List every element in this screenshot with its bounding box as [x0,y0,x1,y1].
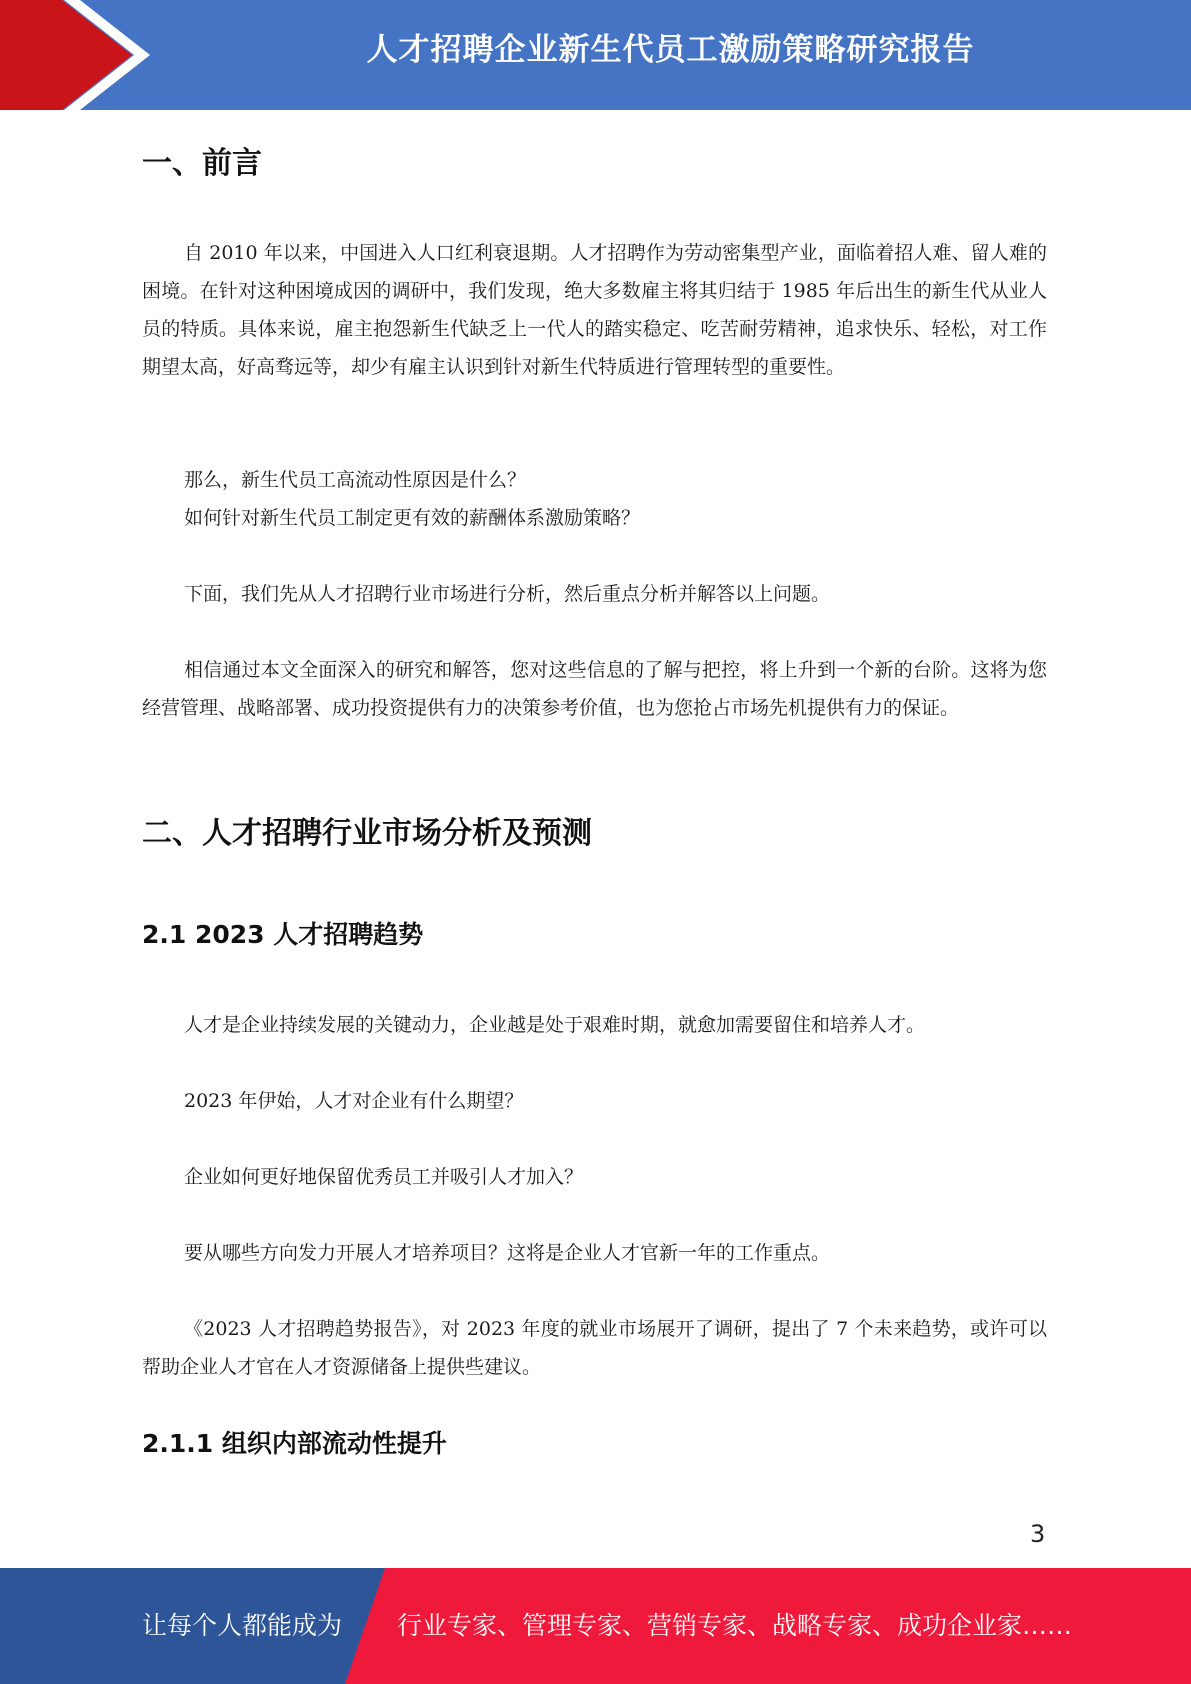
footer-banner [0,1568,1191,1684]
footer-slogan-right: 行业专家、管理专家、营销专家、战略专家、成功企业家…… [397,1611,1073,1640]
header-red-arrow-decoration [0,0,160,110]
section-2-1-paragraph-2: 2023 年伊始，人才对企业有什么期望？ [184,1090,524,1112]
section-2-1-1-heading: 2.1.1 组织内部流动性提升 [142,1429,447,1458]
section-1-paragraph-3: 相信通过本文全面深入的研究和解答，您对这些信息的了解与把控，将上升到一个新的台阶。这将为您经营管理、战略部署、成功投资提供有力的决策参考价值，也为您抢占市场先机提供有力的保证。 [142,659,1047,719]
header-banner [0,0,1191,110]
section-2-heading: 二、人才招聘行业市场分析及预测 [142,816,592,851]
page-number: 3 [1030,1520,1046,1548]
section-1-paragraph-2: 下面，我们先从人才招聘行业市场进行分析，然后重点分析并解答以上问题。 [184,583,831,605]
report-title: 人才招聘企业新生代员工激励策略研究报告 [366,32,975,68]
section-2-1-paragraph-3: 企业如何更好地保留优秀员工并吸引人才加入？ [184,1166,584,1188]
section-1-paragraph-1: 自 2010 年以来，中国进入人口红利衰退期。人才招聘作为劳动密集型产业，面临着招人难、留人难的困境。在针对这种困境成因的调研中，我们发现，绝大多数雇主将其归结于 1985 年后出生的新生代从业人员的特质。具体来说，雇主抱怨新生代缺乏上一代人的踏实稳定、吃苦耐劳精神，追求快乐、轻松，对工作期望太高，好高骛远等，却少有雇主认识到针对新生代特质进行管理转型的重要性。 [142,242,1047,378]
section-1-question-1: 那么，新生代员工高流动性原因是什么？ [184,469,527,491]
section-2-1-heading: 2.1 2023 人才招聘趋势 [142,920,424,949]
section-1-heading: 一、前言 [142,146,262,181]
section-2-1-paragraph-4: 要从哪些方向发力开展人才培养项目？这将是企业人才官新一年的工作重点。 [184,1242,831,1264]
section-2-1-paragraph-1: 人才是企业持续发展的关键动力，企业越是处于艰难时期，就愈加需要留住和培养人才。 [184,1014,926,1036]
footer-slogan-left: 让每个人都能成为 [142,1611,343,1640]
section-1-question-2: 如何针对新生代员工制定更有效的薪酬体系激励策略？ [184,507,641,529]
section-2-1-paragraph-5: 《2023 人才招聘趋势报告》，对 2023 年度的就业市场展开了调研，提出了 7 个未来趋势，或许可以帮助企业人才官在人才资源储备上提供些建议。 [142,1318,1047,1378]
